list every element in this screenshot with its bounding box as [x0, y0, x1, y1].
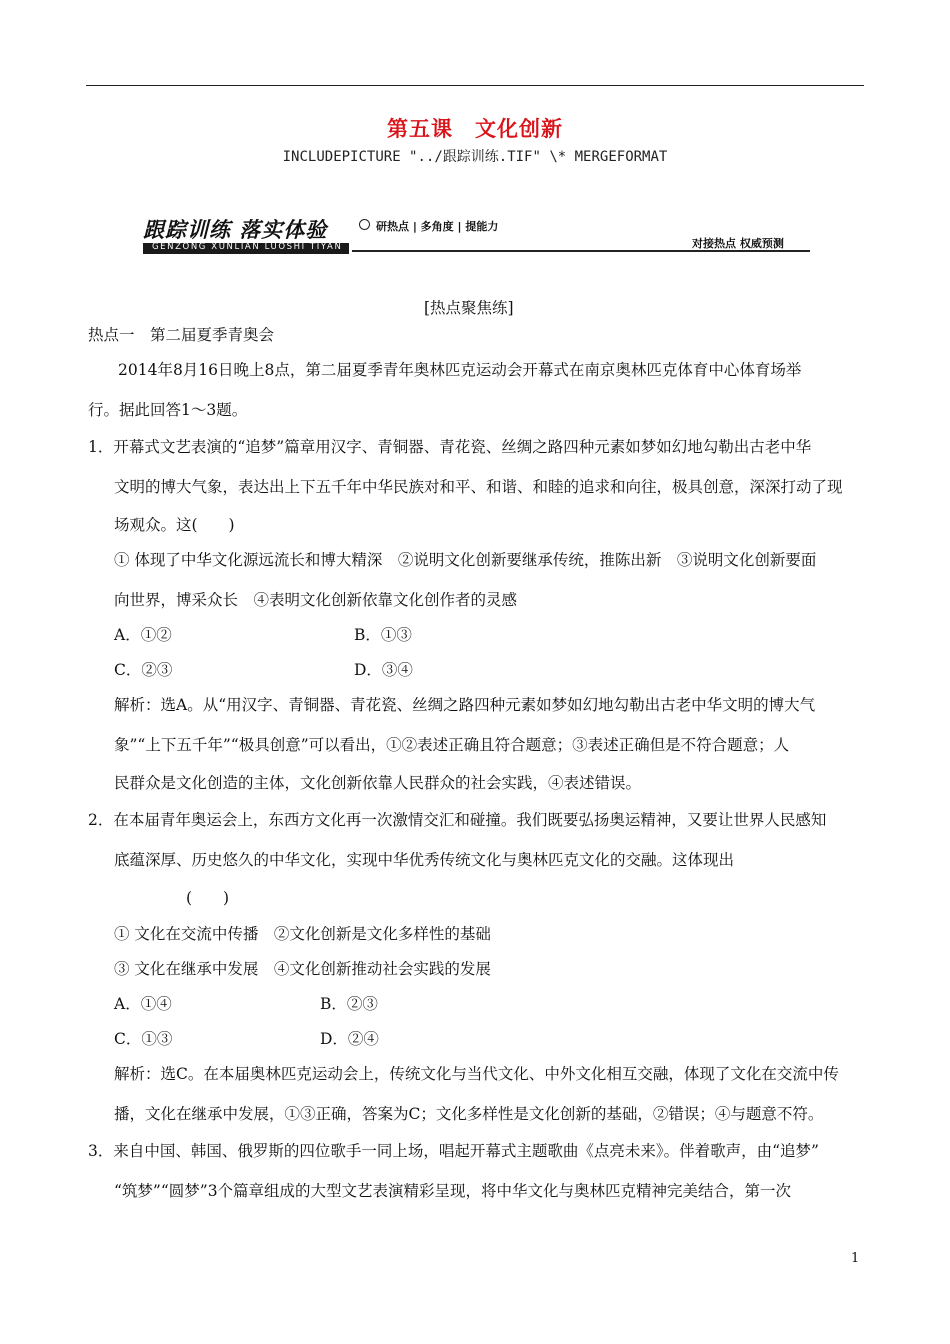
include-picture-field: INCLUDEPICTURE "../跟踪训练.TIF" \* MERGEFORMAT [282, 149, 668, 165]
q2-stem-line-1: 2．在本届青年奥运会上，东西方文化再一次激情交汇和碰撞。我们既要弘扬奥运精神，又要让世界人民感知 [88, 811, 827, 829]
q1-explanation-line-1: 解析：选A。从“用汉字、青铜器、青花瓷、丝绸之路四种元素如梦如幻地勾勒出古老中华文明的博大气 [114, 696, 816, 714]
banner-title: 跟踪训练 落实体验 [143, 218, 328, 242]
top-rule [86, 85, 864, 86]
q2-statements-line-2: ③ 文化在继承中发展 ④文化创新推动社会实践的发展 [114, 960, 491, 978]
page-number: 1 [851, 1251, 860, 1266]
intro-line-1: 2014年8月16日晚上8点，第二届夏季青年奥林匹克运动会开幕式在南京奥林匹克体育中心体育场举 [118, 361, 802, 379]
banner-tags: 研热点 | 多角度 | 提能力 [376, 220, 499, 233]
q2-stem-line-2: 底蕴深厚、历史悠久的中华文化，实现中华优秀传统文化与奥林匹克文化的交融。这体现出 [114, 851, 735, 869]
banner-subtitle: GENZONG XUNLIAN LUOSHI TIYAN [152, 242, 343, 252]
q3-stem-line-2: “筑梦”“圆梦”3个篇章组成的大型文艺表演精彩呈现，将中华文化与奥林匹克精神完美结合，第一次 [114, 1182, 792, 1200]
q2-explanation-line-2: 播，文化在继承中发展，①③正确，答案为C；文化多样性是文化创新的基础，②错误；④与题意不符。 [114, 1105, 824, 1123]
q2-option-c: C．①③ [114, 1030, 173, 1048]
q1-stem-line-2: 文明的博大气象，表达出上下五千年中华民族对和平、和谐、和睦的追求和向往，极具创意，深深打动了现 [114, 478, 843, 496]
q2-stem-line-3: ( ) [186, 889, 230, 907]
circle-arrow-icon [359, 219, 370, 230]
q1-statements-line-2: 向世界，博采众长 ④表明文化创新依靠文化创作者的灵感 [114, 591, 518, 609]
q1-statements-line-1: ① 体现了中华文化源远流长和博大精深 ②说明文化创新要继承传统，推陈出新 ③说明文化创新要面 [114, 551, 817, 569]
q2-option-b: B．②③ [320, 995, 378, 1013]
q2-option-a: A．①④ [114, 995, 172, 1013]
lesson-title: 第五课 文化创新 [387, 117, 563, 141]
q2-explanation-line-1: 解析：选C。在本届奥林匹克运动会上，传统文化与当代文化、中外文化相互交融，体现了文化在交流中传 [114, 1065, 839, 1083]
q1-stem-line-1: 1．开幕式文艺表演的“追梦”篇章用汉字、青铜器、青花瓷、丝绸之路四种元素如梦如幻地勾勒出古老中华 [88, 438, 812, 456]
q1-stem-line-3: 场观众。这( ) [114, 516, 235, 534]
q3-stem-line-1: 3．来自中国、韩国、俄罗斯的四位歌手一同上场，唱起开幕式主题歌曲《点亮未来》。伴着歌声，由“追梦” [88, 1142, 819, 1160]
q1-option-d: D．③④ [354, 661, 413, 679]
q1-option-a: A．①② [114, 626, 172, 644]
q1-explanation-line-2: 象”“上下五千年”“极具创意”可以看出，①②表述正确且符合题意；③表述正确但是不符合题意；人 [114, 736, 790, 754]
q2-option-d: D．②④ [320, 1030, 379, 1048]
q1-option-b: B．①③ [354, 626, 412, 644]
banner-right-caption: 对接热点 权威预测 [692, 237, 784, 250]
q2-statements-line-1: ① 文化在交流中传播 ②文化创新是文化多样性的基础 [114, 925, 491, 943]
q1-option-c: C．②③ [114, 661, 173, 679]
hotspot-heading: 热点一 第二届夏季青奥会 [88, 326, 275, 344]
q1-explanation-line-3: 民群众是文化创造的主体，文化创新依靠人民群众的社会实践，④表述错误。 [114, 774, 642, 792]
intro-line-2: 行。据此回答1～3题。 [88, 401, 248, 419]
section-heading: [热点聚焦练] [424, 299, 514, 317]
